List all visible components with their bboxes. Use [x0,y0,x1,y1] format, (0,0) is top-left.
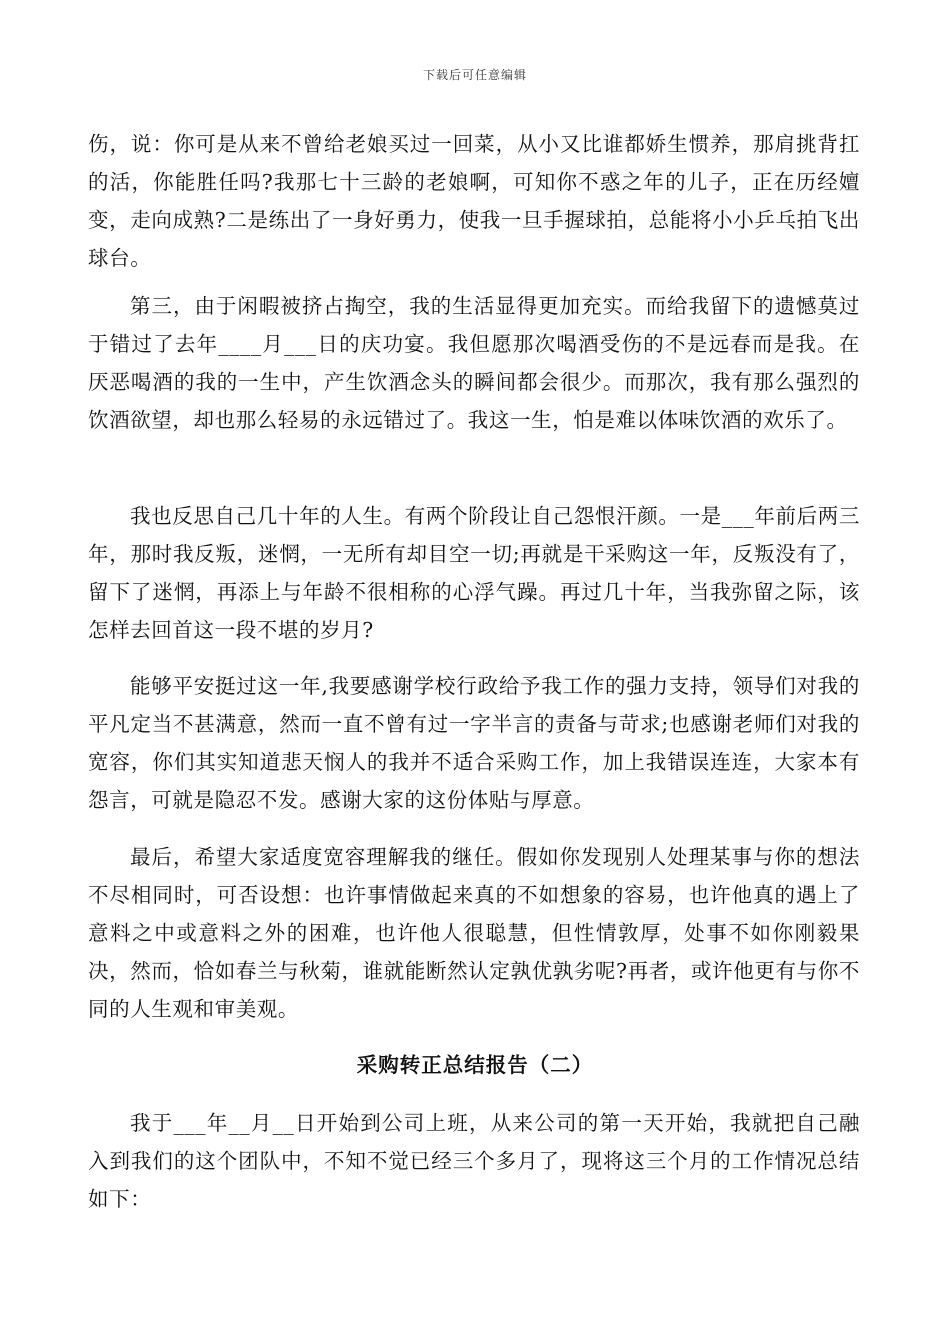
paragraph-1: 伤，说：你可是从来不曾给老娘买过一回菜，从小又比谁都娇生惯养，那肩挑背扛的活，你能胜任吗?我那七十三龄的老娘啊，可知你不惑之年的儿子，正在历经嬗变，走向成熟?二是练出了一身好勇力，使我一旦手握球拍，总能将小小乒乓拍飞出球台。 [88,132,860,270]
paragraph-block-6 [88,1104,860,1218]
paragraph-6: 我于___年__月__日开始到公司上班，从来公司的第一天开始，我就把自己融入到我们的这个团队中，不知不觉已经三个多月了，现将这三个月的工作情况总结如下： [88,1111,860,1211]
paragraph-block-2 [88,287,860,439]
paragraph-block-3 [88,497,860,649]
paragraph-continued [88,125,860,277]
paragraph-3: 我也反思自己几十年的人生。有两个阶段让自己怨恨汗颜。一是___年前后两三年，那时我反叛，迷惘，一无所有却目空一切;再就是干采购这一年，反叛没有了，留下了迷惘，再添上与年龄不很相称的心浮气躁。再过几十年，当我弥留之际，该怎样去回首这一段不堪的岁月? [88,504,860,642]
paragraph-block-5 [88,838,860,1028]
paragraph-4: 能够平安挺过这一年,我要感谢学校行政给予我工作的强力支持，领导们对我的平凡定当不甚满意，然而一直不曾有过一字半言的责备与苛求;也感谢老师们对我的宽容，你们其实知道悲天悯人的我并不适合采购工作，加上我错误连连，大家本有怨言，可就是隐忍不发。感谢大家的这份体贴与厚意。 [88,674,860,812]
page-header: 下载后可任意编辑 [422,68,527,82]
section-title: 采购转正总结报告（二） [356,1053,594,1077]
paragraph-block-4 [88,667,860,819]
paragraph-5: 最后，希望大家适度宽容理解我的继任。假如你发现别人处理某事与你的想法不尽相同时，可否设想：也许事情做起来真的不如想象的容易，也许他真的遇上了意料之中或意料之外的困难，也许他人很聪慧，但性情敦厚，处事不如你刚毅果决，然而，恰如春兰与秋菊，谁就能断然认定孰优孰劣呢?再者，或许他更有与你不同的人生观和审美观。 [88,845,860,1021]
paragraph-2: 第三，由于闲暇被挤占掏空，我的生活显得更加充实。而给我留下的遗憾莫过于错过了去年____月___日的庆功宴。我但愿那次喝酒受伤的不是远春而是我。在厌恶喝酒的我的一生中，产生饮酒念头的瞬间都会很少。而那次，我有那么强烈的饮酒欲望，却也那么轻易的永远错过了。我这一生，怕是难以体味饮酒的欢乐了。 [88,294,860,432]
